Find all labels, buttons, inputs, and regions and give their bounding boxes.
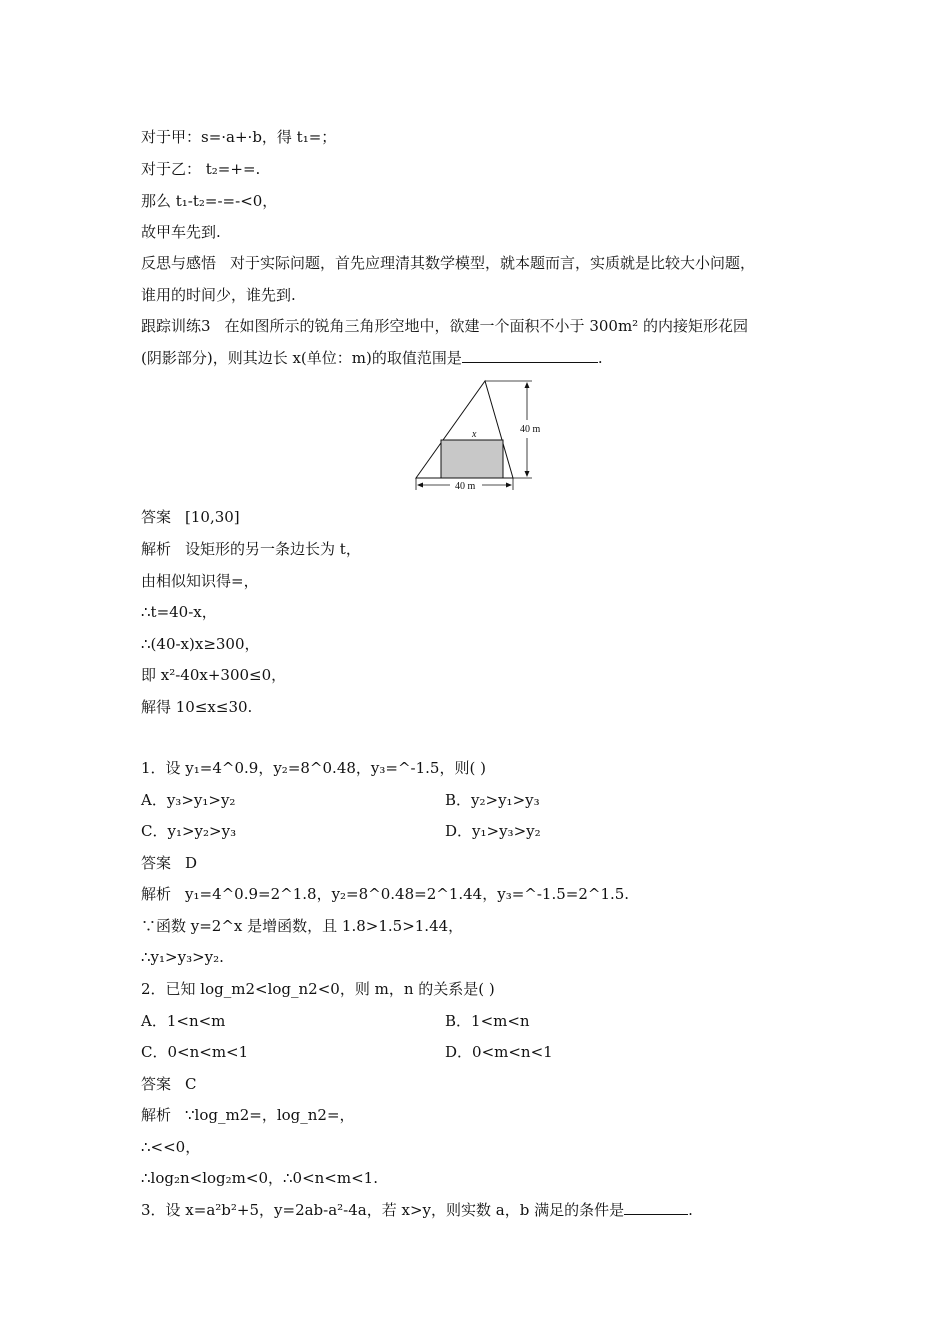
question-1-answer [141,853,197,873]
question-1-solution [141,884,629,904]
text-line: 谁用的时间少，谁先到. [141,286,296,304]
question-1-stem: 1．设 y₁=4^0.9，y₂=8^0.48，y₃=^-1.5，则( ) [141,759,486,777]
answer-blank [624,1200,688,1215]
period: . [688,1201,693,1219]
text-line: ∴y₁>y₃>y₂. [141,948,224,966]
answer-value: [10,30] [185,508,240,526]
question-2-answer [141,1074,197,1094]
question-2-option-a: A．1<n<m [141,1012,226,1030]
base-label: 40 m [455,481,476,492]
solution-line [141,539,361,559]
period: . [597,349,603,367]
text-line [141,348,603,368]
solution-text: 设矩形的另一条边长为 t， [185,540,361,558]
text-line: ∴<<0， [141,1138,201,1156]
inscribed-rectangle [441,440,503,478]
x-label: x [472,429,477,440]
answer-blank [462,348,598,363]
question-3-stem [141,1200,693,1220]
arrow-left-icon [417,483,423,488]
question-1-option-c: C．y₁>y₂>y₃ [141,822,237,840]
answer-label: 答案 [141,1075,172,1093]
reflection-label: 反思与感悟 [141,254,217,272]
height-label: 40 m [520,424,540,435]
exercise-paragraph [141,316,748,336]
question-2-solution [141,1105,355,1125]
reflection-paragraph [141,253,755,273]
question-1-option-d: D．y₁>y₃>y₂ [445,822,541,840]
solution-text: ∵log_m2=，log_n2=， [185,1106,355,1124]
answer-label: 答案 [141,508,172,526]
exercise-text-2: (阴影部分)，则其边长 x(单位：m)的取值范围是 [141,349,462,367]
arrow-right-icon [506,483,512,488]
arrow-down-icon [525,471,530,477]
text-line: 即 x²-40x+300≤0， [141,666,287,684]
question-2-option-b: B．1<m<n [445,1012,530,1030]
text-line: ∴(40-x)x≥300， [141,635,260,653]
question-1-option-b: B．y₂>y₁>y₃ [445,791,540,809]
text-line: 对于甲：s=·a+·b，得 t₁=； [141,128,337,146]
text-line: ∴log₂n<log₂m<0，∴0<n<m<1. [141,1169,378,1187]
text-line: ∴t=40-x， [141,603,217,621]
answer-value: C [185,1075,197,1093]
exercise-text: 在如图所示的锐角三角形空地中，欲建一个面积不小于 300m² 的内接矩形花园 [224,317,748,335]
text-line: 对于乙： t₂=+=. [141,160,261,178]
answer-value: D [185,854,198,872]
question-2-option-d: D．0<m<n<1 [445,1043,553,1061]
text-line: 那么 t₁-t₂=-=-<0， [141,192,278,210]
answer-label: 答案 [141,854,172,872]
question-1-option-a: A．y₃>y₁>y₂ [141,791,236,809]
exercise-label: 跟踪训练3 [141,317,211,335]
text-line: 解得 10≤x≤30. [141,698,253,716]
reflection-text: 对于实际问题，首先应理清其数学模型，就本题而言，实质就是比较大小问题， [230,254,756,272]
answer-line [141,507,240,527]
solution-label: 解析 [141,1106,172,1124]
question-2-option-c: C．0<n<m<1 [141,1043,249,1061]
solution-label: 解析 [141,540,172,558]
solution-text: y₁=4^0.9=2^1.8，y₂=8^0.48=2^1.44，y₃=^-1.5=2^1.5. [185,885,630,903]
question-2-stem: 2．已知 log_m2<log_n2<0，则 m，n 的关系是( ) [141,980,495,998]
arrow-up-icon [525,382,530,388]
solution-label: 解析 [141,885,172,903]
text-line: 故甲车先到. [141,223,221,241]
question-3-text: 3．设 x=a²b²+5，y=2ab-a²-4a，若 x>y，则实数 a，b 满足的条件是 [141,1201,625,1219]
triangle-figure [410,374,540,494]
text-line: ∵函数 y=2^x 是增函数，且 1.8>1.5>1.44， [141,917,464,935]
text-line: 由相似知识得=， [141,572,259,590]
